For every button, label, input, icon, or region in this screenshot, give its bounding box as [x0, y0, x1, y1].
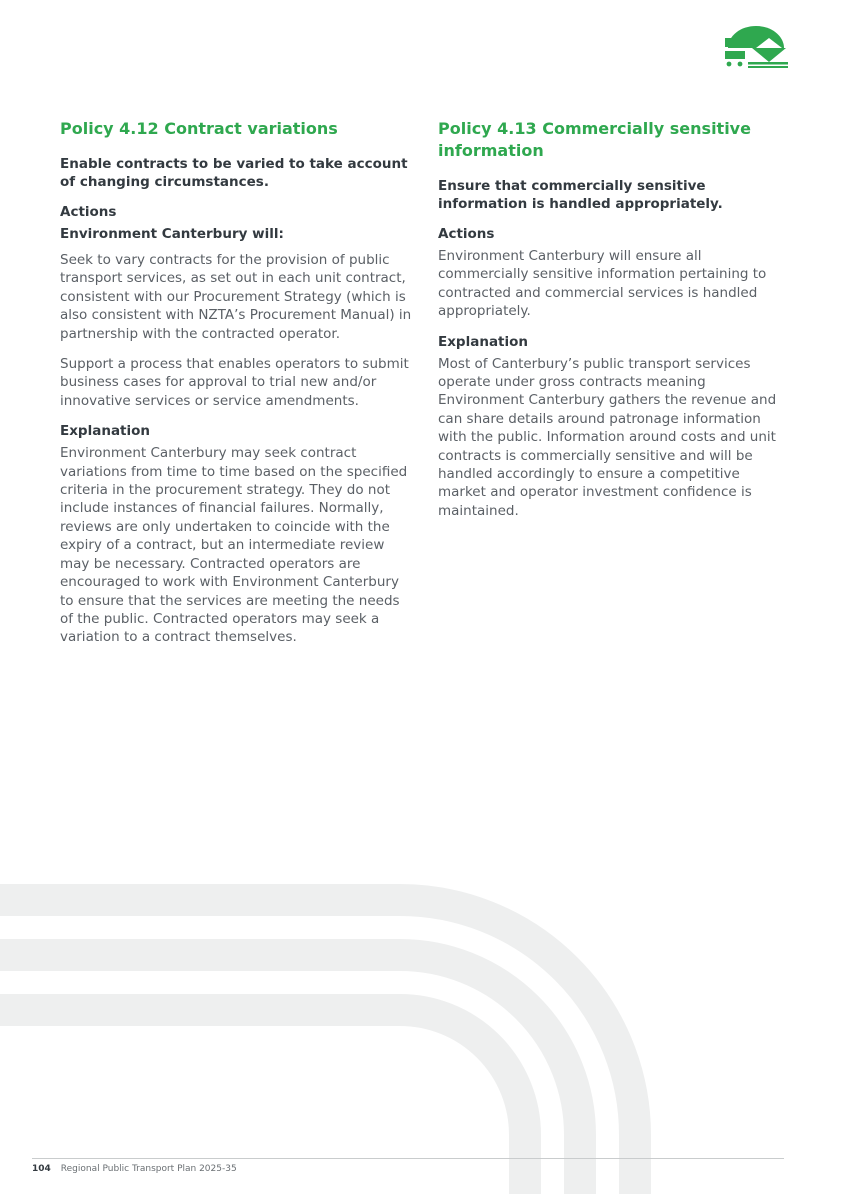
policy-4-12-actions-heading: Actions: [60, 204, 117, 220]
policy-4-12-explanation-text: Environment Canterbury may seek contract variations from time to time based on the specified criteria in the procurement strategy. They do not include instances of financial failures. Normally, reviews are only undertaken to coincide with the expiry of a contract, but an intermediate review may be necessary. Contracted operators are encouraged to work with Environment Canterbury to ensure that the services are meeting the needs of the public. Contracted operators may seek a variation to a contract themselves.: [60, 445, 408, 646]
policy-4-12-actions-subheading: Environment Canterbury will:: [60, 226, 284, 242]
page-footer: [32, 1164, 237, 1174]
decorative-track-lines: [0, 880, 843, 1194]
metro-logo-icon: [722, 26, 790, 70]
policy-4-12-lead: Enable contracts to be varied to take account of changing circumstances.: [60, 156, 408, 190]
policy-4-12-title: Policy 4.12 Contract variations: [60, 119, 338, 138]
policy-4-13-section: [438, 118, 783, 532]
policy-4-13-explanation-text: Most of Canterbury’s public transport services operate under gross contracts meaning Environment Canterbury gathers the revenue and can share details around patronage information with the public. Information around costs and unit contracts is commercially sensitive and will be handled accordingly to ensure a competitive market and operator investment confidence is maintained.: [438, 355, 777, 519]
policy-4-12-explanation-heading: Explanation: [60, 423, 151, 440]
footer-divider: [32, 1158, 784, 1159]
policy-4-13-actions-text: Environment Canterbury will ensure all commercially sensitive information pertaining to contracted and commercial services is handled appropriately.: [438, 248, 767, 320]
policy-4-12-section: [60, 118, 412, 659]
policy-4-13-explanation-heading: Explanation: [438, 333, 529, 350]
policy-4-13-title: Policy 4.13 Commercially sensitive information: [438, 119, 751, 160]
policy-4-13-actions-heading: Actions: [438, 226, 495, 242]
policy-4-12-action-paragraph: Support a process that enables operators to submit business cases for approval to trial new and/or innovative services or service amendments.: [60, 356, 409, 409]
document-title: Regional Public Transport Plan 2025-35: [60, 1164, 237, 1174]
page-number: 104: [32, 1164, 51, 1174]
policy-4-12-action-paragraph: Seek to vary contracts for the provision of public transport services, as set out in each unit contract, consistent with our Procurement Strategy (which is also consistent with NZTA’s Procurement Manual) in partnership with the contracted operator.: [60, 252, 412, 342]
policy-4-13-lead: Ensure that commercially sensitive information is handled appropriately.: [438, 178, 723, 212]
